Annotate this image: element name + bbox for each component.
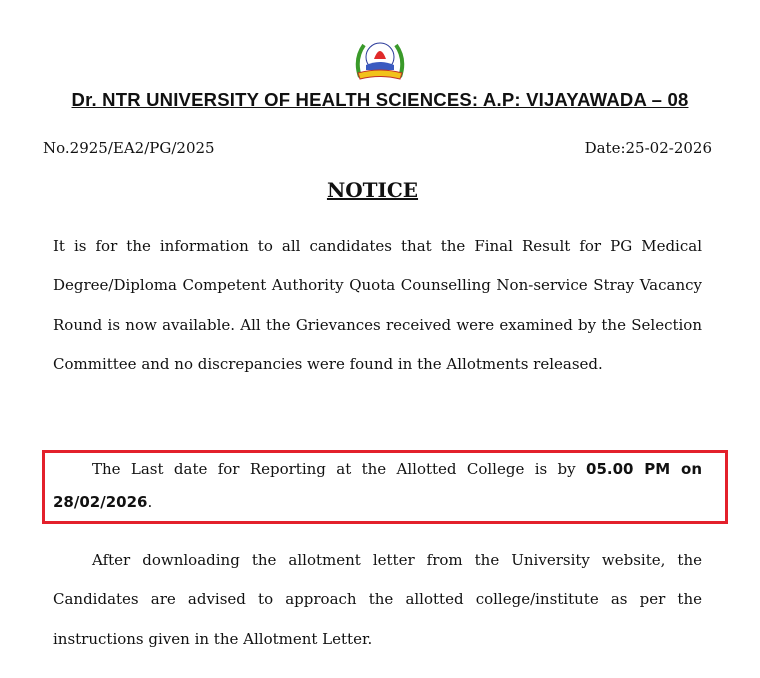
reference-number: No.2925/EA2/PG/2025 [43,139,215,157]
deadline-bold: 05.00 PM on 28/02/2026 [53,460,703,511]
paragraph-instructions [53,541,702,659]
university-name: Dr. NTR UNIVERSITY OF HEALTH SCIENCES: A.P: VIJAYAWADA – 08 [71,89,689,110]
deadline-period: . [147,493,153,511]
paragraph-reporting-deadline [53,453,702,519]
notice-title: NOTICE [326,178,419,202]
notice-date: Date:25-02-2026 [584,139,712,157]
deadline-text: The Last date for Reporting at the Allotted College is by [92,460,587,478]
instructions-text: After downloading the allotment letter from the University website, the Candidates are advised to approach the allotted college/institute as per the instructions given in the Allotment Letter. [53,551,702,648]
university-logo-icon [352,37,408,83]
paragraph-result-info: It is for the information to all candidates that the Final Result for PG Medical Degree/Diploma Competent Authority Quota Counselling Non-service Stray Vacancy Round is now available. All the Grievances received were examined by the Selection Committee and no discrepancies were found in the Allotments released. [53,237,702,373]
